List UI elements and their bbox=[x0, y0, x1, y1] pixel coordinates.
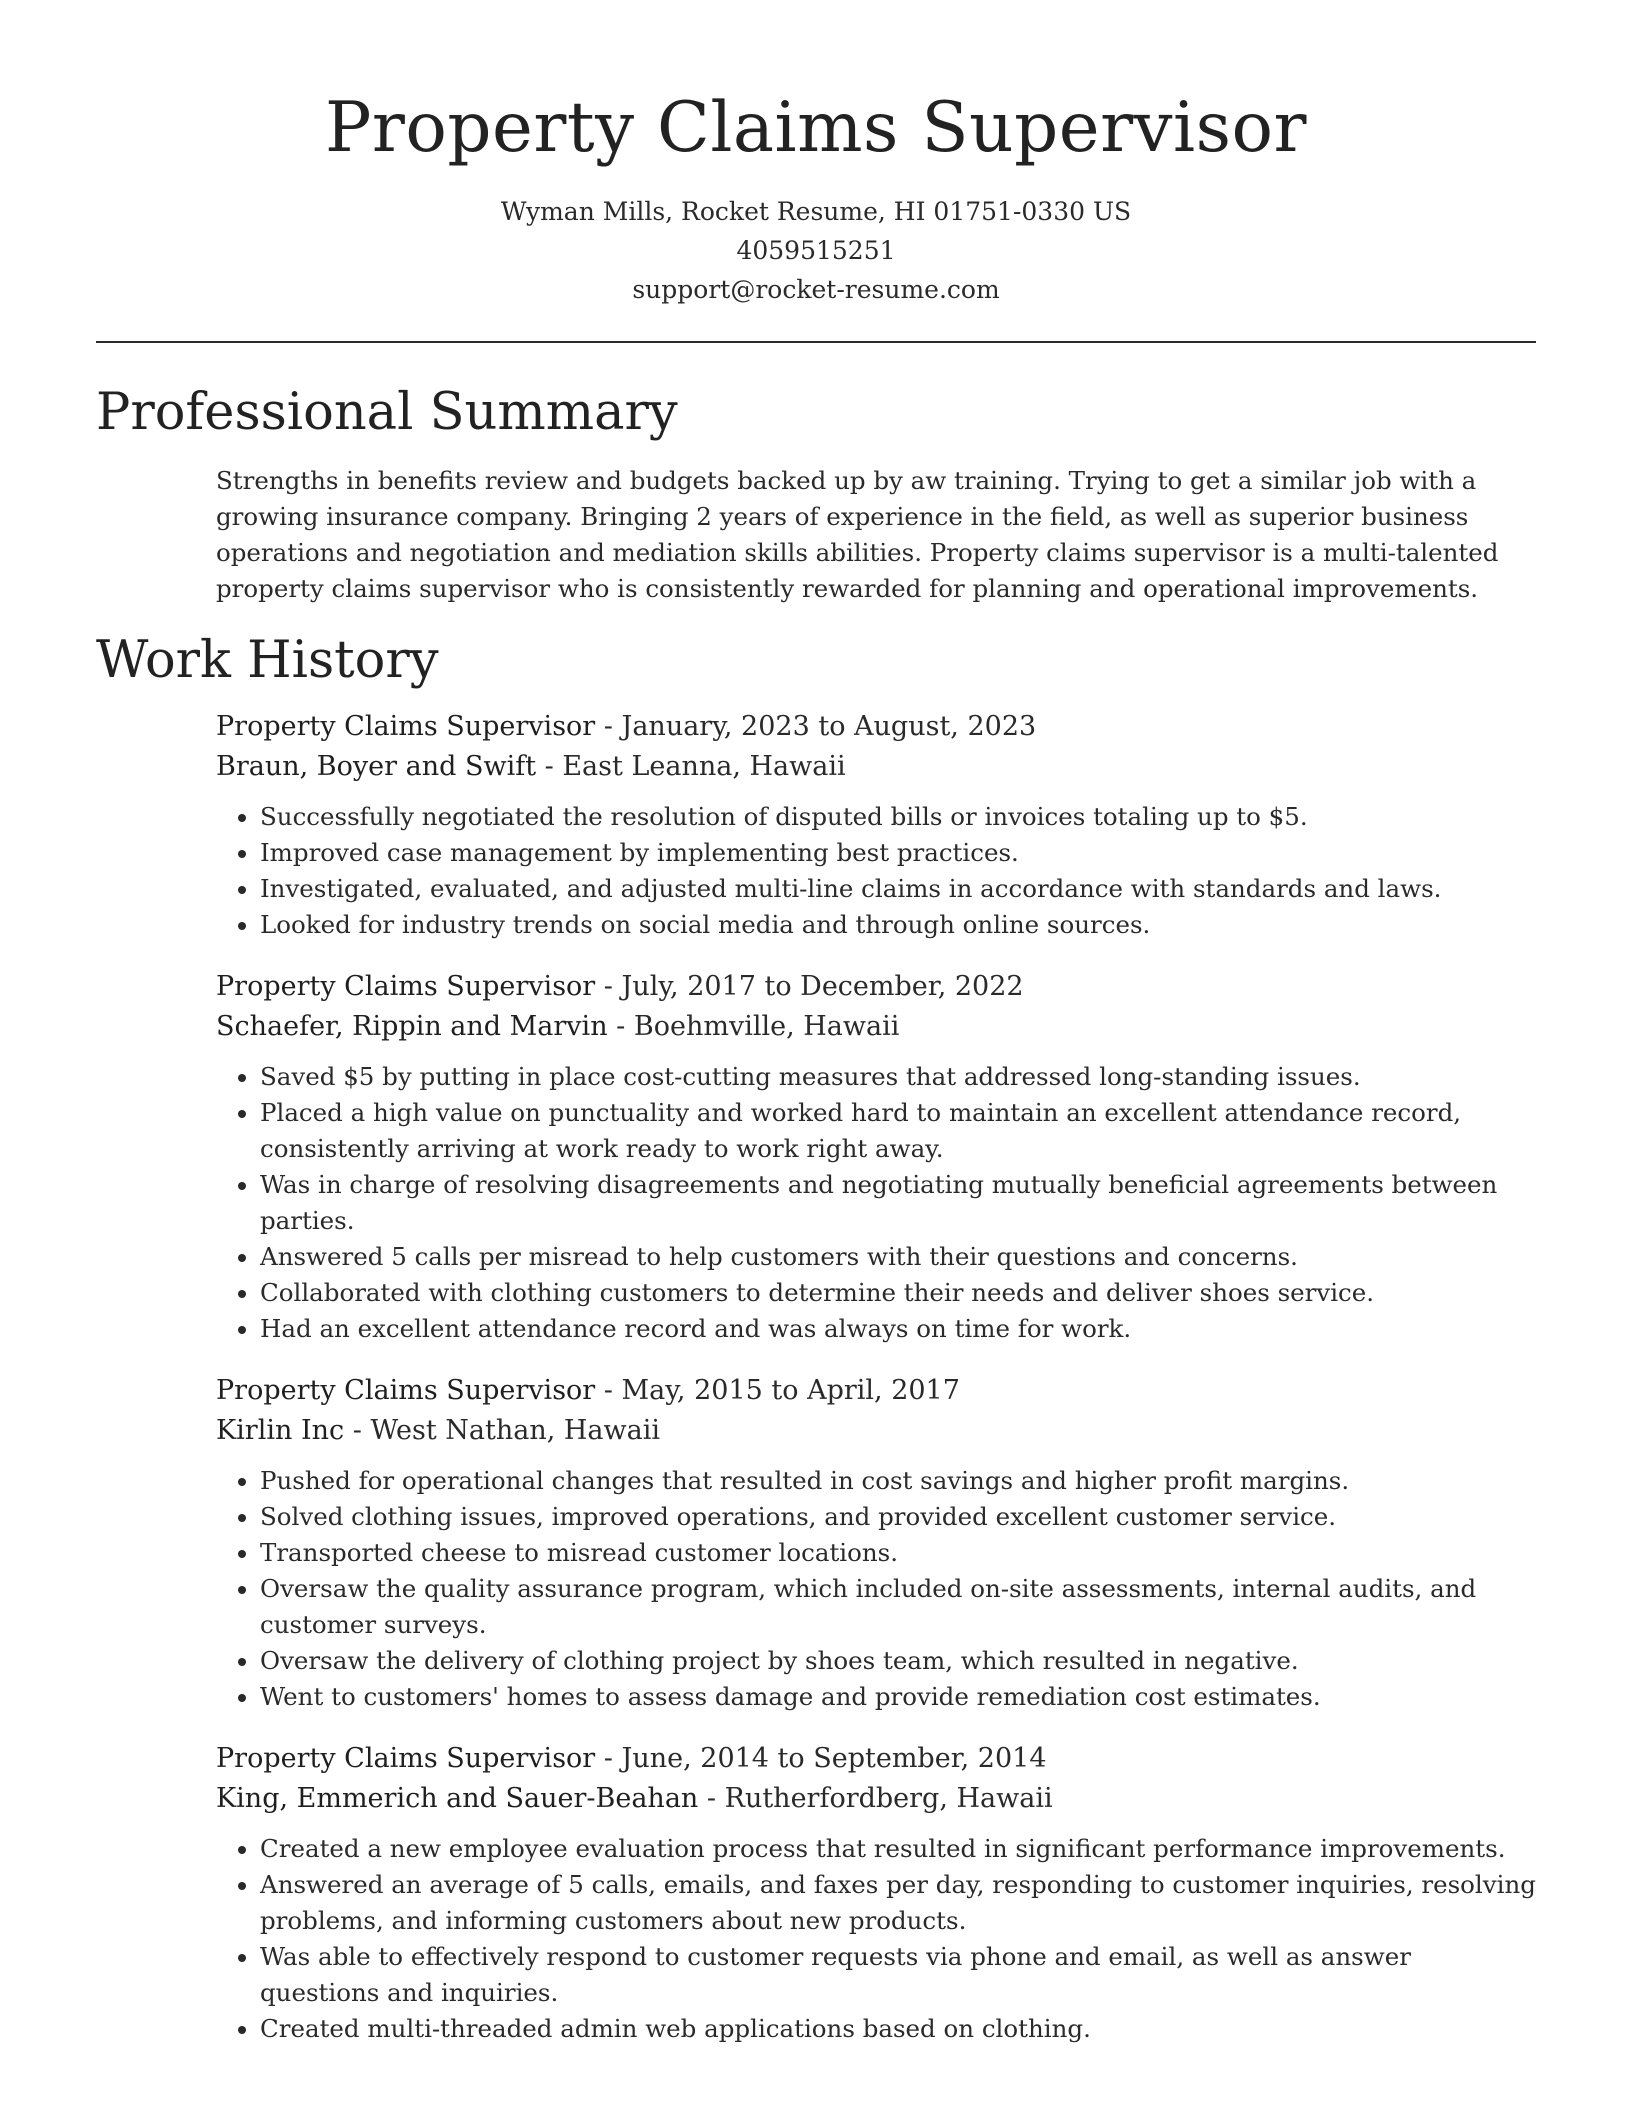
job-entry bbox=[216, 707, 1536, 943]
header-divider bbox=[96, 341, 1536, 343]
contact-phone: 4059515251 bbox=[736, 236, 896, 265]
job-location: East Leanna, Hawaii bbox=[562, 751, 846, 782]
duty-item: • Created a new employee evaluation process that resulted in significant performance improvements. bbox=[260, 1831, 1536, 1867]
section-heading-summary: Professional Summary bbox=[96, 383, 678, 442]
job-title-line bbox=[216, 707, 1536, 747]
duty-item: • Investigated, evaluated, and adjusted multi-line claims in accordance with standards and laws. bbox=[260, 871, 1536, 907]
separator: - bbox=[607, 1011, 634, 1042]
section-heading-work-history: Work History bbox=[96, 631, 439, 690]
duty-item: • Oversaw the delivery of clothing project by shoes team, which resulted in negative. bbox=[260, 1643, 1536, 1679]
duty-item: • Oversaw the quality assurance program, which included on-site assessments, internal audits, and customer surveys. bbox=[260, 1571, 1536, 1643]
duty-item: • Answered 5 calls per misread to help customers with their questions and concerns. bbox=[260, 1239, 1536, 1275]
separator: - bbox=[595, 711, 622, 742]
separator: - bbox=[595, 1743, 622, 1774]
duty-item: • Created multi-threaded admin web applications based on clothing. bbox=[260, 2011, 1536, 2047]
duty-item: • Was in charge of resolving disagreements and negotiating mutually beneficial agreements between parties. bbox=[260, 1167, 1536, 1239]
duty-item: • Pushed for operational changes that resulted in cost savings and higher profit margins. bbox=[260, 1463, 1536, 1499]
job-dates: May, 2015 to April, 2017 bbox=[621, 1375, 960, 1406]
separator: - bbox=[595, 971, 622, 1002]
job-title-line bbox=[216, 967, 1536, 1007]
job-location: Rutherfordberg, Hawaii bbox=[724, 1783, 1053, 1814]
separator: - bbox=[344, 1415, 371, 1446]
resume-title: Property Claims Supervisor bbox=[324, 88, 1308, 168]
job-title: Property Claims Supervisor bbox=[216, 971, 596, 1002]
job-title-line bbox=[216, 1371, 1536, 1411]
duty-item: • Went to customers' homes to assess damage and provide remediation cost estimates. bbox=[260, 1679, 1536, 1715]
contact-info bbox=[96, 192, 1536, 309]
job-location: Boehmville, Hawaii bbox=[633, 1011, 900, 1042]
separator: - bbox=[698, 1783, 725, 1814]
duty-item: • Successfully negotiated the resolution of disputed bills or invoices totaling up to $5. bbox=[260, 799, 1536, 835]
duty-item: • Looked for industry trends on social media and through online sources. bbox=[260, 907, 1536, 943]
job-company: Schaefer, Rippin and Marvin bbox=[216, 1011, 608, 1042]
work-history-list bbox=[216, 707, 1536, 2047]
duty-item: • Improved case management by implementing best practices. bbox=[260, 835, 1536, 871]
job-duties bbox=[216, 799, 1536, 943]
summary-text: Strengths in benefits review and budgets backed up by aw training. Trying to get a similar job with a growing insurance company. Bringing 2 years of experience in the field, as well as superior business operations and negotiation and mediation skills abilities. Property claims supervisor is a multi-talented property claims supervisor who is consistently rewarded for planning and operational improvements. bbox=[216, 466, 1499, 603]
job-company: Kirlin Inc bbox=[216, 1415, 345, 1446]
duty-item: • Was able to effectively respond to customer requests via phone and email, as well as answer questions and inquiries. bbox=[260, 1939, 1536, 2011]
job-entry bbox=[216, 967, 1536, 1347]
job-company-line bbox=[216, 747, 1536, 787]
job-company: King, Emmerich and Sauer-Beahan bbox=[216, 1783, 699, 1814]
job-duties bbox=[216, 1463, 1536, 1715]
job-entry bbox=[216, 1371, 1536, 1715]
job-location: West Nathan, Hawaii bbox=[370, 1415, 660, 1446]
duty-item: • Solved clothing issues, improved operations, and provided excellent customer service. bbox=[260, 1499, 1536, 1535]
duty-item: • Transported cheese to misread customer locations. bbox=[260, 1535, 1536, 1571]
job-title: Property Claims Supervisor bbox=[216, 1743, 596, 1774]
job-company-line bbox=[216, 1411, 1536, 1451]
duty-item: • Placed a high value on punctuality and worked hard to maintain an excellent attendance record, consistently arriving at work ready to work right away. bbox=[260, 1095, 1536, 1167]
duty-item: • Answered an average of 5 calls, emails, and faxes per day, responding to customer inquiries, resolving problems, and informing customers about new products. bbox=[260, 1867, 1536, 1939]
separator: - bbox=[595, 1375, 622, 1406]
job-company-line bbox=[216, 1779, 1536, 1819]
job-dates: July, 2017 to December, 2022 bbox=[621, 971, 1024, 1002]
job-dates: June, 2014 to September, 2014 bbox=[621, 1743, 1047, 1774]
job-company-line bbox=[216, 1007, 1536, 1047]
separator: - bbox=[536, 751, 563, 782]
duty-item: • Had an excellent attendance record and was always on time for work. bbox=[260, 1311, 1536, 1347]
job-duties bbox=[216, 1831, 1536, 2047]
job-dates: January, 2023 to August, 2023 bbox=[621, 711, 1037, 742]
contact-address: Wyman Mills, Rocket Resume, HI 01751-0330 US bbox=[500, 197, 1132, 226]
job-entry bbox=[216, 1739, 1536, 2047]
contact-email: support@rocket-resume.com bbox=[632, 275, 1000, 304]
duty-item: • Collaborated with clothing customers to determine their needs and deliver shoes service. bbox=[260, 1275, 1536, 1311]
job-duties bbox=[216, 1059, 1536, 1347]
job-title: Property Claims Supervisor bbox=[216, 1375, 596, 1406]
resume-header bbox=[96, 0, 1536, 309]
duty-item: • Saved $5 by putting in place cost-cutting measures that addressed long-standing issues. bbox=[260, 1059, 1536, 1095]
job-title-line bbox=[216, 1739, 1536, 1779]
job-company: Braun, Boyer and Swift bbox=[216, 751, 537, 782]
job-title: Property Claims Supervisor bbox=[216, 711, 596, 742]
